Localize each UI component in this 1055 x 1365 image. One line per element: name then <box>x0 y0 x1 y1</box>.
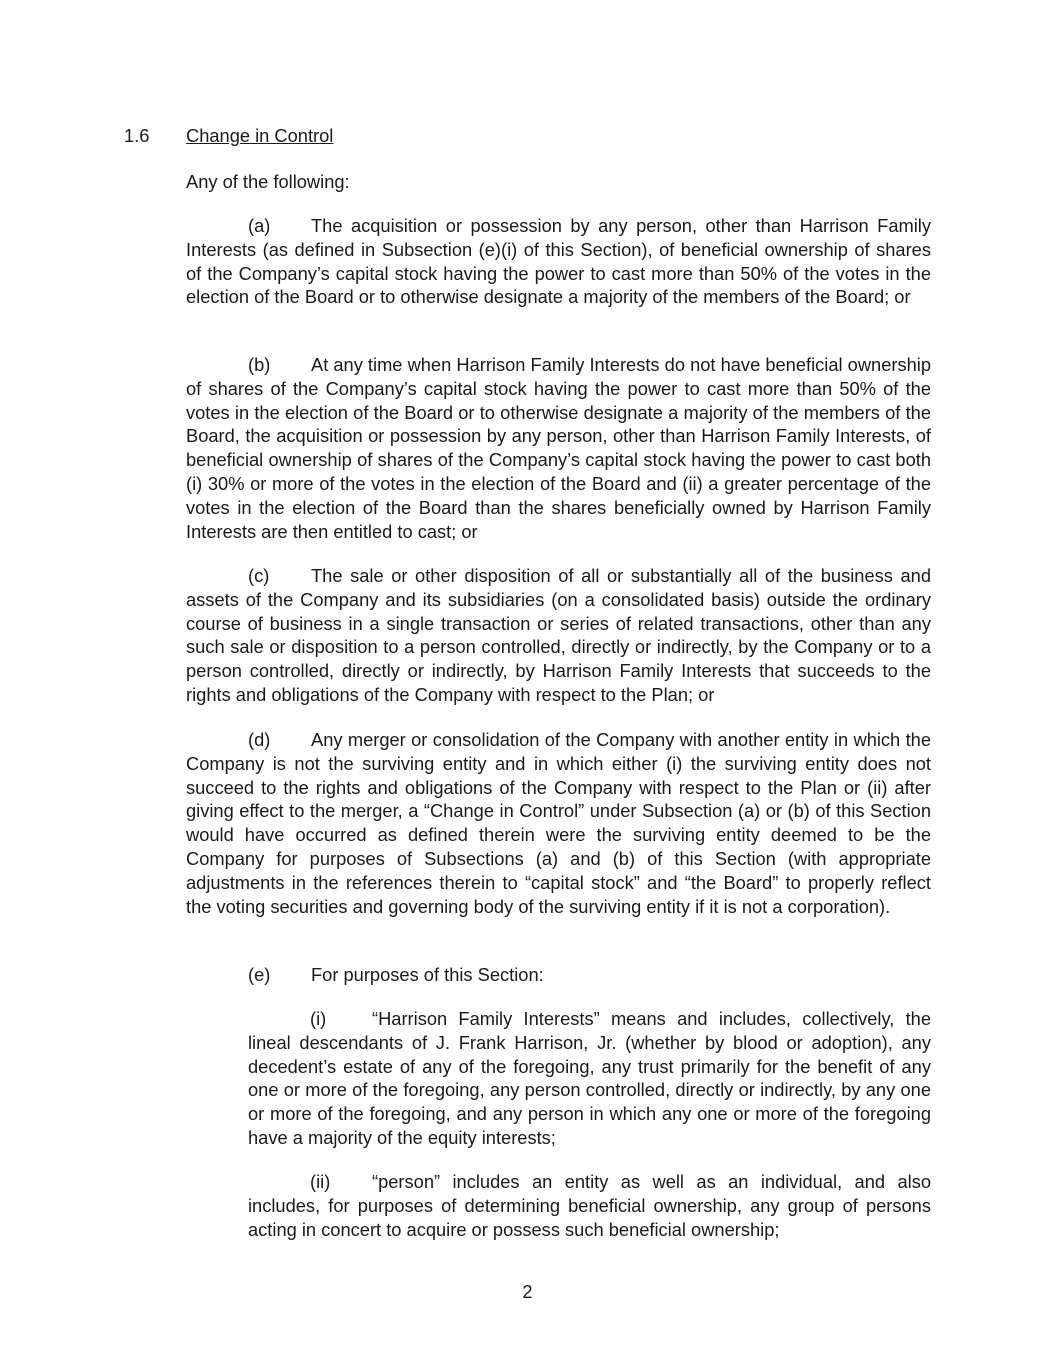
section-heading <box>124 124 944 148</box>
clause-label: (b) <box>248 354 271 375</box>
intro-text: Any of the following: <box>186 171 350 192</box>
page-number: 2 <box>522 1281 533 1302</box>
subclause-ii <box>248 1170 931 1241</box>
clause-text: For purposes of this Section: <box>311 964 544 985</box>
subclause-label: (i) <box>310 1008 327 1029</box>
clause-label: (d) <box>248 729 271 750</box>
section-number: 1.6 <box>124 125 150 146</box>
subclause-label: (ii) <box>310 1171 331 1192</box>
clause-text: Any merger or consolidation of the Company with another entity in which the Company is not the surviving entity and in which either (i) the surviving entity does not succeed to the rights and obligations of the Company with respect to the Plan or (ii) after giving effect to the merger, a “Change in Control” under Subsection (a) or (b) of this Section would have occurred as defined therein were the surviving entity deemed to be the Company for purposes of Subsections (a) and (b) of this Section (with appropriate adjustments in the references therein to “capital stock” and “the Board” to properly reflect the voting securities and governing body of the surviving entity if it is not a corporation). <box>186 729 931 917</box>
subclause-text: “person” includes an entity as well as an individual, and also includes, for purposes of determining beneficial ownership, any group of persons acting in concert to acquire or possess such beneficial ownership; <box>248 1171 931 1240</box>
clause-e <box>186 963 931 987</box>
clause-text: At any time when Harrison Family Interests do not have beneficial ownership of shares of the Company’s capital stock having the power to cast more than 50% of the votes in the election of the Board or to otherwise designate a majority of the members of the Board, the acquisition or possession by any person, other than Harrison Family Interests, of beneficial ownership of shares of the Company’s capital stock having the power to cast both (i) 30% or more of the votes in the election of the Board and (ii) a greater percentage of the votes in the election of the Board than the shares beneficially owned by Harrison Family Interests are then entitled to cast; or <box>186 354 931 542</box>
clause-label: (e) <box>248 964 271 985</box>
clause-text: The acquisition or possession by any person, other than Harrison Family Interests (as defined in Subsection (e)(i) of this Section), of beneficial ownership of shares of the Company’s capital stock having the power to cast more than 50% of the votes in the election of the Board or to otherwise designate a majority of the members of the Board; or <box>186 215 931 308</box>
clause-label: (a) <box>248 215 271 236</box>
clause-label: (c) <box>248 565 270 586</box>
clause-a <box>186 214 931 309</box>
subclause-i <box>248 1007 931 1150</box>
clause-d <box>186 728 931 918</box>
section-title: Change in Control <box>186 125 334 146</box>
subclause-text: “Harrison Family Interests” means and includes, collectively, the lineal descendants of J. Frank Harrison, Jr. (whether by blood or adoption), any decedent’s estate of any of the foregoing, any trust primarily for the benefit of any one or more of the foregoing, any person controlled, directly or indirectly, by any one or more of the foregoing, and any person in which any one or more of the foregoing have a majority of the equity interests; <box>248 1008 931 1148</box>
clause-b <box>186 353 931 543</box>
clause-c <box>186 564 931 707</box>
clause-text: The sale or other disposition of all or substantially all of the business and assets of the Company and its subsidiaries (on a consolidated basis) outside the ordinary course of business in a single transaction or series of related transactions, other than any such sale or disposition to a person controlled, directly or indirectly, by the Company or to a person controlled, directly or indirectly, by Harrison Family Interests that succeeds to the rights and obligations of the Company with respect to the Plan; or <box>186 565 931 705</box>
